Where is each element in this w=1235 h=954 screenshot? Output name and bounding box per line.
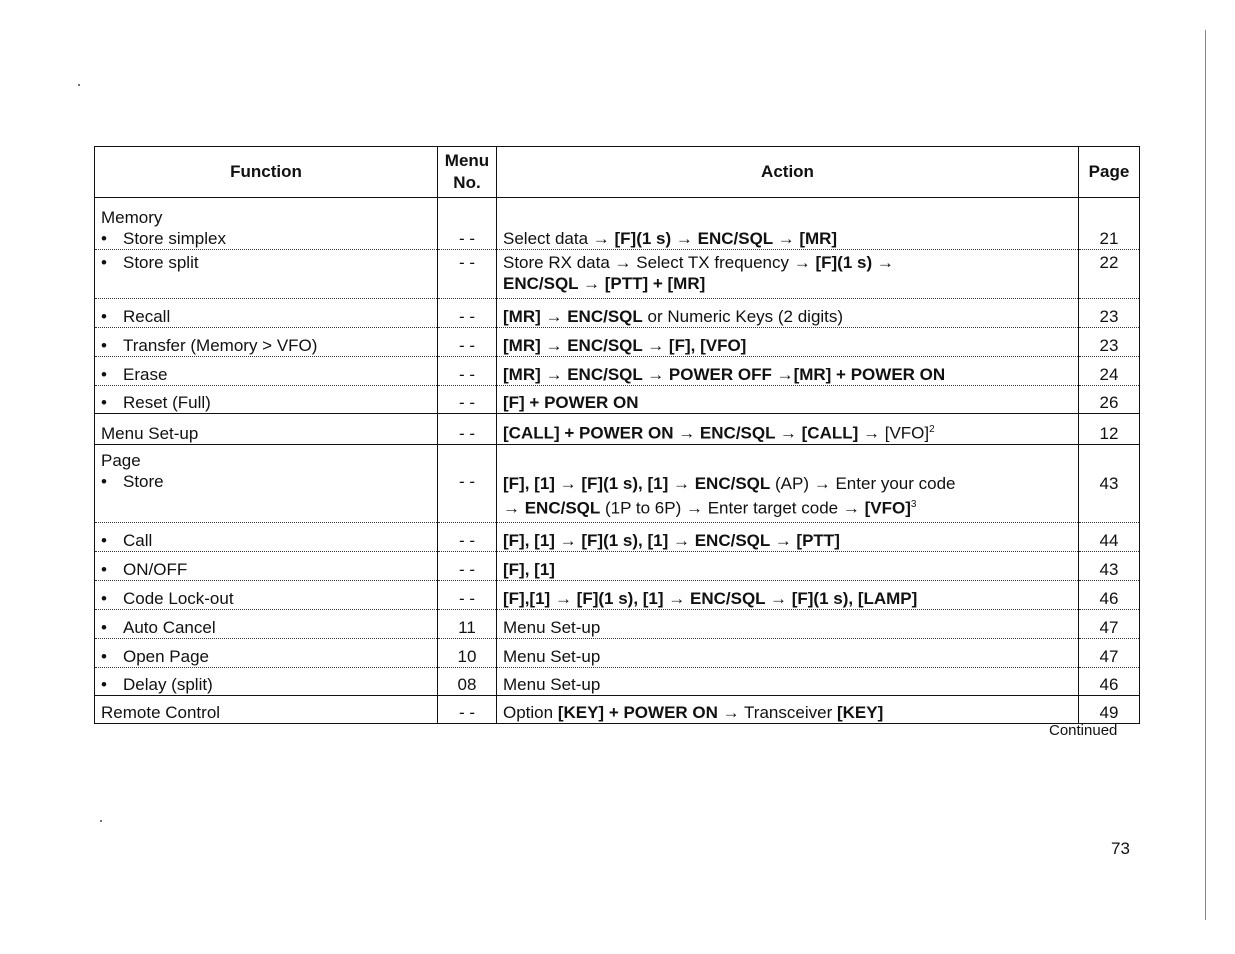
action-key: ENC/SQL xyxy=(562,307,643,326)
action-text: Option xyxy=(503,703,558,722)
action-key: POWER OFF xyxy=(664,365,777,384)
arrow-icon: → xyxy=(554,589,572,608)
action-key: [PTT] xyxy=(791,531,840,550)
table-row-onoff xyxy=(95,552,1140,581)
table-row-transfer xyxy=(95,328,1140,357)
menu-no-cell: - - xyxy=(438,198,497,250)
bullet: • xyxy=(101,589,107,608)
action-cell xyxy=(497,445,1079,523)
page-cell: 46 xyxy=(1079,581,1140,610)
action-key: [MR] + POWER ON xyxy=(793,365,946,384)
action-cell xyxy=(497,250,1079,299)
function-cell xyxy=(95,581,438,610)
function-label: Menu Set-up xyxy=(101,424,199,443)
action-line xyxy=(503,473,1072,494)
continued-note: Continued xyxy=(1049,722,1118,739)
action-key: [MR] xyxy=(794,229,838,248)
action-key: ENC/SQL xyxy=(503,274,583,293)
table-row-store-simplex xyxy=(95,198,1140,250)
bullet: • xyxy=(101,618,107,637)
page-cell: 23 xyxy=(1079,299,1140,328)
menu-no-cell: - - xyxy=(438,523,497,552)
arrow-icon: → xyxy=(685,498,703,518)
page-cell: 46 xyxy=(1079,668,1140,696)
table-row-delay-split xyxy=(95,668,1140,696)
action-text: (1P to 6P) xyxy=(600,498,686,518)
menu-no-cell: 10 xyxy=(438,639,497,668)
function-cell xyxy=(95,523,438,552)
action-line xyxy=(503,252,1072,273)
arrow-icon: → xyxy=(559,531,577,550)
action-line xyxy=(503,494,1072,519)
header-menu-line2: No. xyxy=(453,173,481,192)
action-line xyxy=(503,273,1072,294)
arrow-icon: → xyxy=(678,424,696,443)
action-key: [VFO] xyxy=(880,424,930,443)
action-cell xyxy=(497,386,1079,414)
header-action: Action xyxy=(497,147,1079,198)
function-cell xyxy=(95,552,438,581)
arrow-icon: → xyxy=(722,703,740,722)
arrow-icon: → xyxy=(614,253,632,272)
page-cell: 21 xyxy=(1079,198,1140,250)
menu-no-cell: 08 xyxy=(438,668,497,696)
action-cell xyxy=(497,414,1079,445)
function-cell xyxy=(95,445,438,523)
action-cell xyxy=(497,639,1079,668)
arrow-icon: → xyxy=(647,336,665,355)
table-row-store-split xyxy=(95,250,1140,299)
function-cell xyxy=(95,610,438,639)
action-text: Enter target code xyxy=(702,498,843,518)
action-cell xyxy=(497,328,1079,357)
action-text: Enter your code xyxy=(830,474,956,493)
page-edge-rule xyxy=(1205,30,1206,920)
function-label: Store split xyxy=(123,253,199,272)
table-row-code-lockout xyxy=(95,581,1140,610)
action-key: [F] + POWER ON xyxy=(503,393,639,412)
arrow-icon: → xyxy=(668,589,686,608)
action-key: ENC/SQL xyxy=(695,424,780,443)
function-label: Store xyxy=(123,472,164,491)
function-label: ON/OFF xyxy=(123,560,188,579)
menu-no-cell: - - xyxy=(438,696,497,724)
action-text: Store RX data xyxy=(503,253,615,272)
table-row-page-store xyxy=(95,445,1140,523)
action-key: [F](1 s) xyxy=(810,253,877,272)
table-row-erase xyxy=(95,357,1140,386)
action-key: [VFO] xyxy=(859,498,911,518)
action-text: Menu Set-up xyxy=(503,647,601,666)
function-label: Delay (split) xyxy=(123,675,213,694)
action-text: Select data xyxy=(503,229,593,248)
action-key: [F](1 s) xyxy=(609,229,676,248)
action-text: Select TX frequency xyxy=(631,253,794,272)
bullet: • xyxy=(101,336,107,355)
page-cell: 47 xyxy=(1079,639,1140,668)
arrow-icon: → xyxy=(876,253,894,272)
menu-no-cell: - - xyxy=(438,299,497,328)
arrow-icon: → xyxy=(777,229,795,248)
arrow-icon: → xyxy=(675,229,693,248)
function-label: Recall xyxy=(123,307,171,326)
bullet: • xyxy=(101,531,107,550)
function-cell xyxy=(95,250,438,299)
function-label: Reset (Full) xyxy=(123,393,211,412)
menu-no-cell: - - xyxy=(438,581,497,610)
arrow-icon: → xyxy=(545,365,563,384)
scan-speck xyxy=(100,820,102,822)
footnote-mark: 2 xyxy=(929,424,935,436)
action-key: [MR] xyxy=(503,336,546,355)
arrow-icon: → xyxy=(582,274,600,293)
action-key: [F], [VFO] xyxy=(664,336,747,355)
function-cell xyxy=(95,357,438,386)
menu-no-cell: 11 xyxy=(438,610,497,639)
action-key: [CALL] xyxy=(796,424,863,443)
function-label: Store simplex xyxy=(123,229,226,248)
action-key: [F], [1] xyxy=(503,531,560,550)
header-function: Function xyxy=(95,147,438,198)
function-label: Call xyxy=(123,531,153,550)
page-cell: 23 xyxy=(1079,328,1140,357)
action-cell xyxy=(497,523,1079,552)
action-key: [F](1 s), [1] xyxy=(576,474,673,493)
action-cell xyxy=(497,198,1079,250)
page-cell: 24 xyxy=(1079,357,1140,386)
function-cell xyxy=(95,696,438,724)
menu-no-cell: - - xyxy=(438,552,497,581)
menu-no-cell: - - xyxy=(438,445,497,523)
scan-speck xyxy=(78,84,80,86)
menu-no-cell: - - xyxy=(438,386,497,414)
bullet: • xyxy=(101,675,107,694)
bullet: • xyxy=(101,365,107,384)
arrow-icon: → xyxy=(769,589,787,608)
action-key: [MR] xyxy=(503,307,546,326)
function-cell xyxy=(95,414,438,445)
arrow-icon: → xyxy=(793,253,811,272)
page-number: 73 xyxy=(1111,839,1130,858)
page-cell: 49 xyxy=(1079,696,1140,724)
page-cell: 43 xyxy=(1079,552,1140,581)
action-cell xyxy=(497,552,1079,581)
arrow-icon: → xyxy=(647,365,665,384)
table-row-auto-cancel xyxy=(95,610,1140,639)
bullet: • xyxy=(101,307,107,326)
header-menu-line1: Menu xyxy=(444,151,490,170)
bullet: • xyxy=(101,560,107,579)
action-key: [KEY] xyxy=(836,703,884,722)
function-cell xyxy=(95,386,438,414)
action-key: [F], [1] xyxy=(503,560,555,579)
function-label: Erase xyxy=(123,365,168,384)
action-cell xyxy=(497,696,1079,724)
arrow-icon: → xyxy=(842,498,860,518)
bullet: • xyxy=(101,472,107,491)
action-cell xyxy=(497,299,1079,328)
action-key: ENC/SQL xyxy=(562,336,648,355)
action-text: Transceiver xyxy=(739,703,837,722)
table-row-open-page xyxy=(95,639,1140,668)
action-cell xyxy=(497,610,1079,639)
action-key: [F](1 s), [LAMP] xyxy=(786,589,918,608)
menu-no-cell: - - xyxy=(438,250,497,299)
action-key: ENC/SQL xyxy=(690,531,775,550)
function-cell xyxy=(95,639,438,668)
arrow-icon: → xyxy=(503,498,520,518)
bullet: • xyxy=(101,229,107,248)
action-key: ENC/SQL xyxy=(520,498,601,518)
action-key: [F],[1] xyxy=(503,589,555,608)
bullet: • xyxy=(101,253,107,272)
function-label: Open Page xyxy=(123,647,210,666)
arrow-icon: → xyxy=(545,336,563,355)
bullet: • xyxy=(101,393,107,412)
function-cell xyxy=(95,299,438,328)
table-row-call xyxy=(95,523,1140,552)
header-page: Page xyxy=(1079,147,1140,198)
action-text: or Numeric Keys (2 digits) xyxy=(642,307,844,326)
action-key: [KEY] + POWER ON xyxy=(557,703,723,722)
function-label: Transfer (Memory > VFO) xyxy=(123,336,318,355)
page-cell: 43 xyxy=(1079,445,1140,523)
menu-no-cell: - - xyxy=(438,357,497,386)
action-cell xyxy=(497,581,1079,610)
function-reference-table xyxy=(94,146,1140,724)
group-label-page: Page xyxy=(101,451,141,470)
arrow-icon: → xyxy=(673,531,690,550)
arrow-icon: → xyxy=(813,474,831,493)
action-key: [MR] xyxy=(503,365,546,384)
arrow-icon: → xyxy=(559,474,577,493)
action-key: [PTT] + [MR] xyxy=(599,274,706,293)
footnote-mark: 3 xyxy=(910,499,917,510)
group-label-memory: Memory xyxy=(101,208,163,227)
action-cell xyxy=(497,357,1079,386)
action-key: ENC/SQL xyxy=(690,474,771,493)
table-row-reset xyxy=(95,386,1140,414)
action-key: [CALL] + POWER ON xyxy=(503,424,679,443)
function-cell xyxy=(95,328,438,357)
arrow-icon: → xyxy=(592,229,610,248)
page-cell: 26 xyxy=(1079,386,1140,414)
table-header-row xyxy=(95,147,1140,198)
bullet: • xyxy=(101,647,107,666)
arrow-icon: → xyxy=(779,424,797,443)
table-row-remote-control xyxy=(95,696,1140,724)
arrow-icon: → xyxy=(774,531,792,550)
function-cell xyxy=(95,668,438,696)
function-label: Remote Control xyxy=(101,703,221,722)
action-text: Menu Set-up xyxy=(503,618,601,637)
action-key: [F](1 s), [1] xyxy=(571,589,669,608)
table-row-recall xyxy=(95,299,1140,328)
function-label: Code Lock-out xyxy=(123,589,234,608)
page-cell: 12 xyxy=(1079,414,1140,445)
header-menu-no xyxy=(438,147,497,198)
arrow-icon: → xyxy=(776,365,794,384)
arrow-icon: → xyxy=(673,474,690,493)
function-label: Auto Cancel xyxy=(123,618,216,637)
action-key: [F](1 s), [1] xyxy=(576,531,673,550)
arrow-icon: → xyxy=(863,424,880,443)
arrow-icon: → xyxy=(545,307,563,326)
action-key: ENC/SQL xyxy=(685,589,770,608)
menu-no-cell: - - xyxy=(438,414,497,445)
action-key: ENC/SQL xyxy=(562,365,648,384)
action-text: Menu Set-up xyxy=(503,675,601,694)
table-row-menu-setup xyxy=(95,414,1140,445)
action-key: [F], [1] xyxy=(503,474,560,493)
menu-no-cell: - - xyxy=(438,328,497,357)
action-key: ENC/SQL xyxy=(692,229,778,248)
page-cell: 22 xyxy=(1079,250,1140,299)
function-cell xyxy=(95,198,438,250)
page-cell: 47 xyxy=(1079,610,1140,639)
action-text: (AP) xyxy=(770,474,814,493)
page-cell: 44 xyxy=(1079,523,1140,552)
action-cell xyxy=(497,668,1079,696)
